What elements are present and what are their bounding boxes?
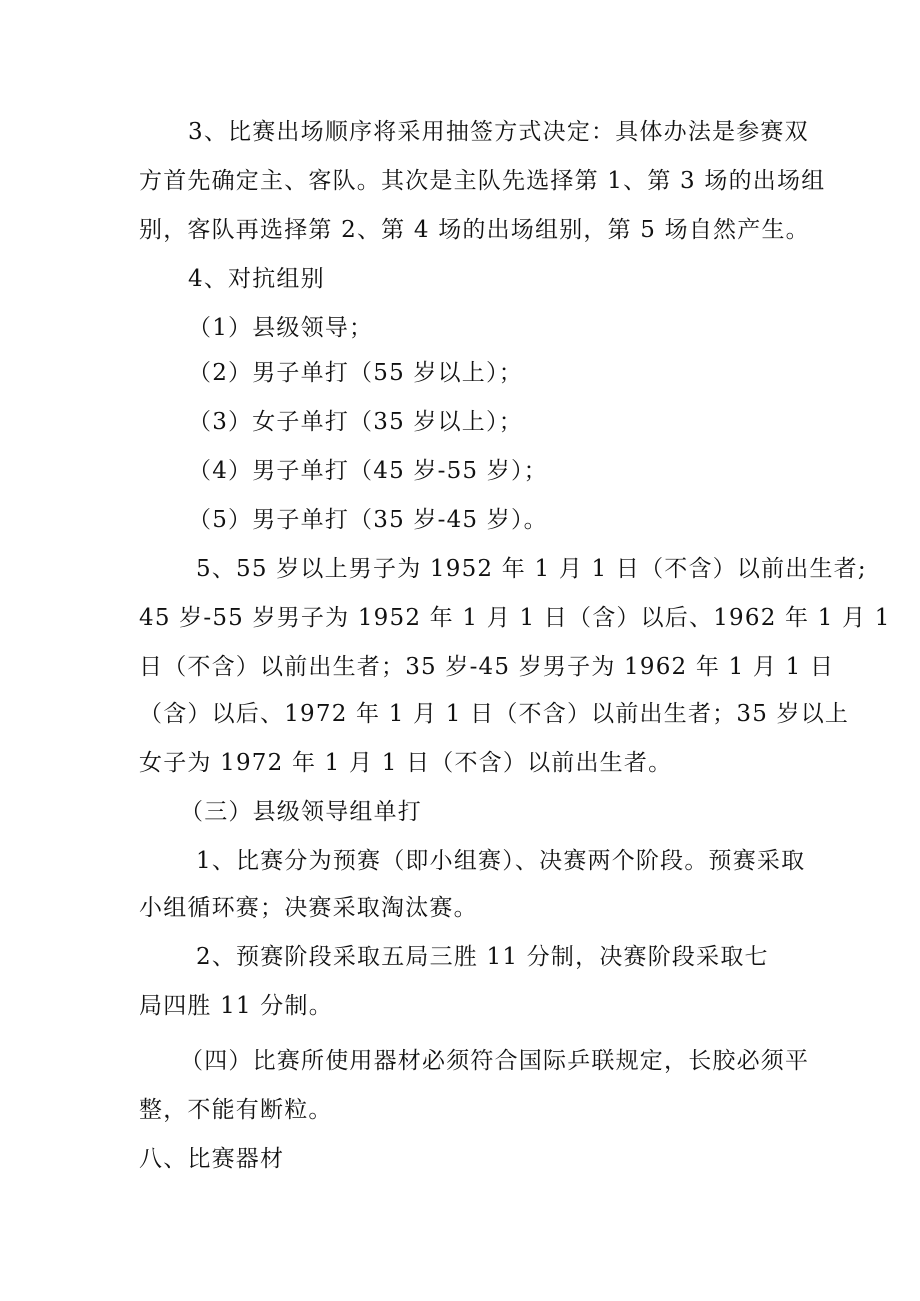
text-line: 5、55 岁以上男子为 1952 年 1 月 1 日（不含）以前出生者; bbox=[196, 556, 867, 582]
text-line: （含）以后、1972 年 1 月 1 日（不含）以前出生者；35 岁以上 bbox=[139, 701, 850, 727]
text-line: 别，客队再选择第 2、第 4 场的出场组别，第 5 场自然产生。 bbox=[139, 217, 810, 243]
section-heading: （三）县级领导组单打 bbox=[180, 799, 422, 825]
list-item: （2）男子单打（55 岁以上）； bbox=[188, 360, 523, 386]
list-item: （3）女子单打（35 岁以上）； bbox=[188, 409, 523, 435]
text-line: 日（不含）以前出生者；35 岁-45 岁男子为 1962 年 1 月 1 日 bbox=[139, 654, 835, 680]
list-item: （5）男子单打（35 岁-45 岁）。 bbox=[188, 507, 548, 533]
text-line: 小组循环赛；决赛采取淘汰赛。 bbox=[139, 895, 478, 921]
section-heading: 4、对抗组别 bbox=[188, 266, 325, 292]
list-item: （1）县级领导； bbox=[188, 315, 374, 341]
text-line: （四）比赛所使用器材必须符合国际乒联规定，长胶必须平 bbox=[180, 1048, 810, 1074]
text-line: 45 岁-55 岁男子为 1952 年 1 月 1 日（含）以后、1962 年 1 月 1 bbox=[139, 605, 891, 631]
text-line: 2、预赛阶段采取五局三胜 11 分制，决赛阶段采取七 bbox=[196, 944, 769, 970]
list-item: （4）男子单打（45 岁-55 岁）； bbox=[188, 458, 548, 484]
text-line: 1、比赛分为预赛（即小组赛）、决赛两个阶段。预赛采取 bbox=[196, 848, 806, 874]
text-line: 女子为 1972 年 1 月 1 日（不含）以前出生者。 bbox=[139, 750, 673, 776]
text-line: 局四胜 11 分制。 bbox=[139, 993, 333, 1019]
text-line: 方首先确定主、客队。其次是主队先选择第 1、第 3 场的出场组 bbox=[139, 168, 826, 194]
chapter-heading: 八、比赛器材 bbox=[139, 1146, 285, 1172]
text-line: 3、比赛出场顺序将采用抽签方式决定：具体办法是参赛双 bbox=[188, 119, 809, 145]
text-line: 整，不能有断粒。 bbox=[139, 1097, 333, 1123]
